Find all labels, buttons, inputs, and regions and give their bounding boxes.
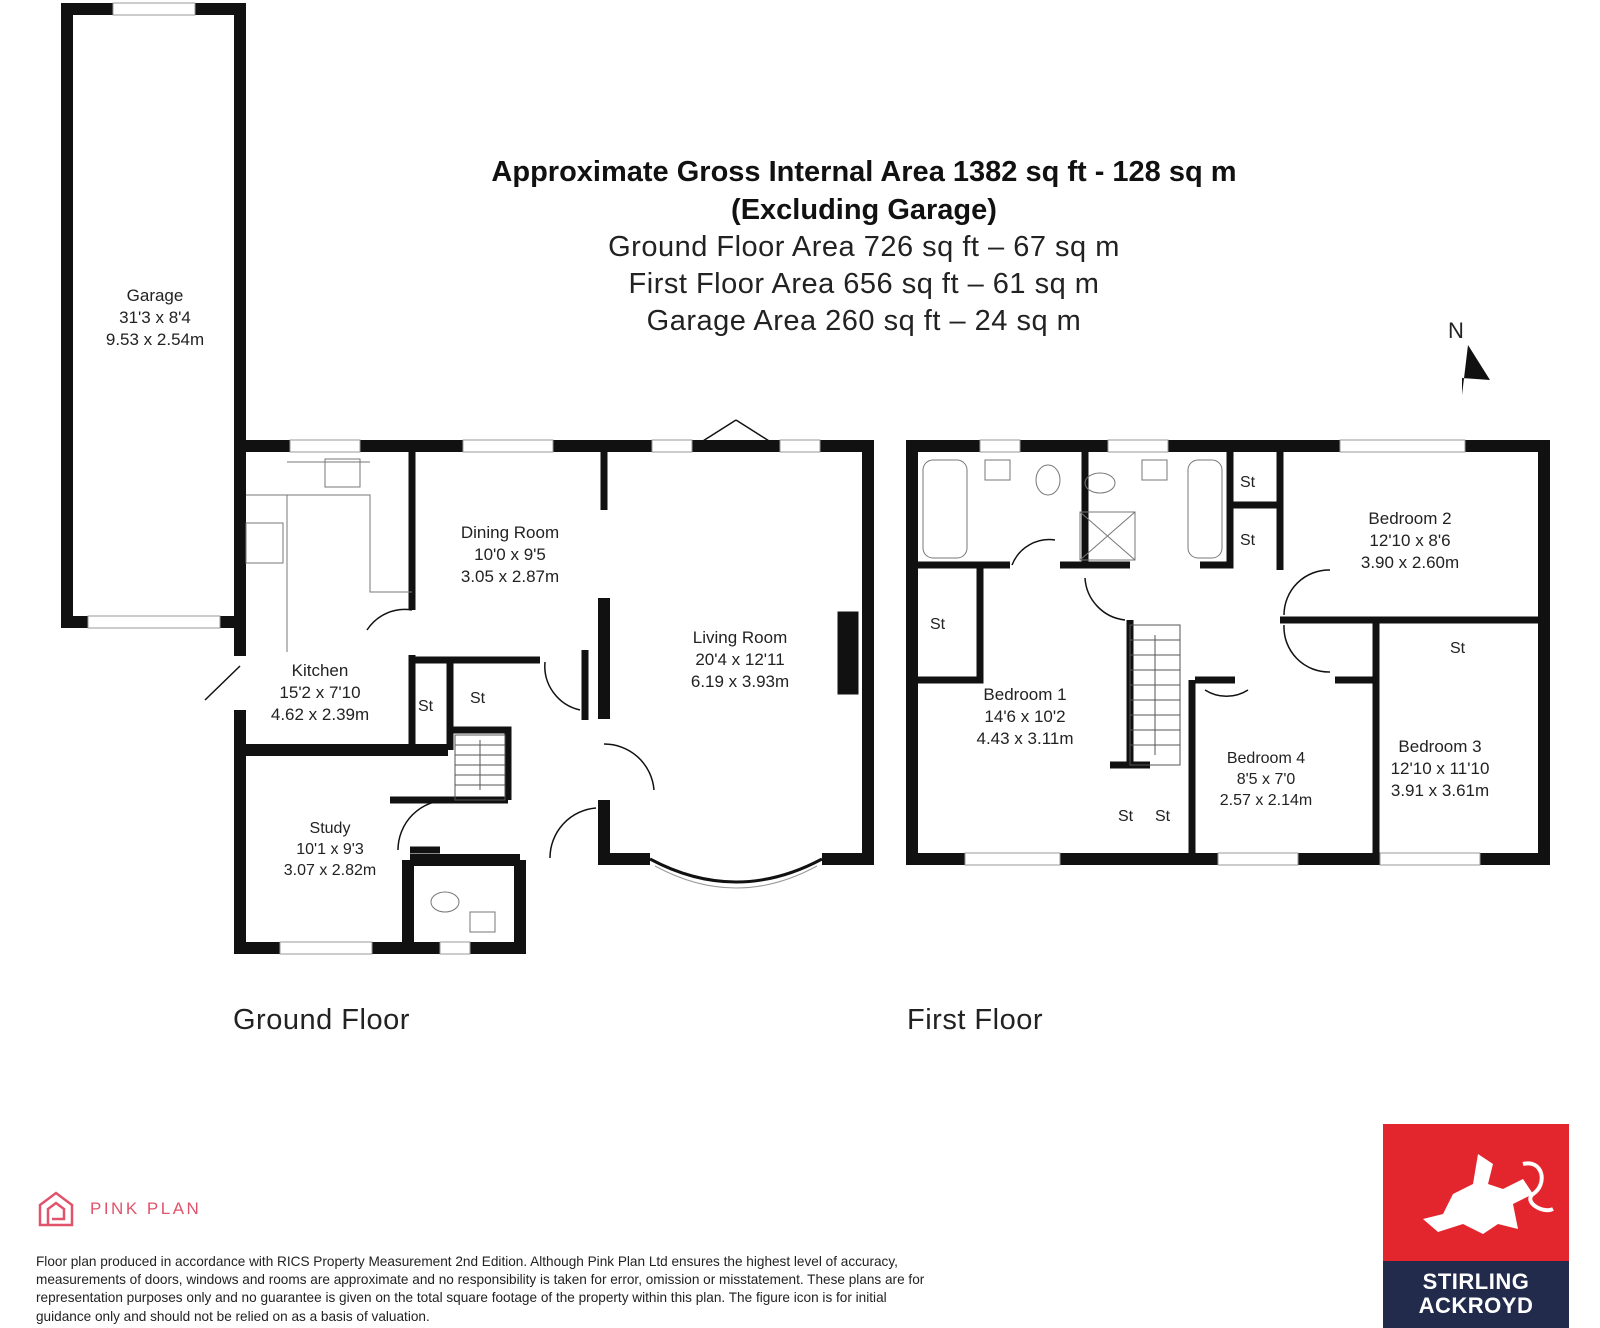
door-swing-bed1 (1012, 540, 1055, 565)
logo-text-line1: STIRLING (1422, 1269, 1530, 1294)
first-window-2 (1108, 440, 1168, 452)
room-label-bedroom4 (1196, 748, 1336, 811)
storage-label-kitchen: St (418, 698, 434, 715)
room-label-kitchen (250, 660, 390, 726)
living-fireplace (838, 612, 858, 694)
study-window (280, 942, 372, 954)
area-title: Approximate Gross Internal Area 1382 sq ft - 128 sq m (491, 156, 1237, 188)
door-swing-study (398, 800, 448, 850)
room-metric: 3.07 x 2.82m (283, 862, 377, 879)
kitchen-sink (325, 459, 360, 487)
room-name: Study (309, 820, 351, 837)
door-swing-kitchen (205, 666, 240, 700)
room-name: Garage (126, 286, 184, 305)
door-swing-bed3 (1284, 625, 1330, 672)
storage-label-bed3: St (1450, 640, 1466, 657)
room-name: Bedroom 4 (1226, 750, 1306, 767)
room-imperial: 10'1 x 9'3 (296, 841, 364, 858)
room-name: Dining Room (460, 523, 560, 542)
room-label-bedroom1 (955, 684, 1095, 750)
room-metric: 3.90 x 2.60m (1360, 553, 1460, 572)
pinkplan-text: PINK PLAN (90, 1199, 202, 1218)
room-imperial: 20'4 x 12'11 (695, 650, 785, 669)
floor-label-first: First Floor (907, 1004, 1043, 1036)
kitchen-hob (246, 523, 283, 563)
floor-label-ground: Ground Floor (233, 1004, 410, 1036)
room-imperial: 31'3 x 8'4 (119, 308, 191, 327)
toilet-left (1036, 465, 1060, 495)
storage-label-hall: St (470, 690, 486, 707)
compass-arrow (1462, 345, 1490, 395)
room-label-living (670, 627, 810, 693)
ground-floor-area: Ground Floor Area 726 sq ft – 67 sq m (608, 231, 1120, 263)
area-subtitle: (Excluding Garage) (731, 194, 997, 226)
living-window-left (652, 440, 692, 452)
door-swing-front (550, 808, 596, 858)
first-window-3 (1340, 440, 1465, 452)
room-metric: 9.53 x 2.54m (105, 330, 205, 349)
toilet-right (1085, 473, 1115, 493)
room-label-garage (90, 285, 220, 351)
basin-right (1142, 460, 1167, 480)
room-label-dining (440, 522, 580, 588)
stirling-ackroyd-logo (1383, 1124, 1569, 1328)
compass-label: N (1448, 318, 1464, 343)
room-imperial: 15'2 x 7'10 (279, 683, 361, 702)
wc-window (440, 942, 470, 954)
room-name: Bedroom 2 (1368, 509, 1452, 528)
first-floor-area: First Floor Area 656 sq ft – 61 sq m (628, 268, 1100, 300)
room-imperial: 12'10 x 8'6 (1369, 531, 1451, 550)
kitchen-counter (246, 462, 412, 652)
room-name: Kitchen (291, 661, 349, 680)
bath-right (1188, 460, 1222, 558)
door-swing-living (604, 744, 654, 790)
door-swing-bed2 (1284, 570, 1330, 615)
door-swing-dining (367, 609, 412, 630)
room-imperial: 8'5 x 7'0 (1236, 771, 1296, 788)
storage-label-top2: St (1240, 532, 1256, 549)
room-imperial: 10'0 x 9'5 (474, 545, 546, 564)
storage-label-landing1: St (1118, 808, 1134, 825)
first-window-5 (1218, 853, 1298, 865)
room-metric: 3.91 x 3.61m (1390, 781, 1490, 800)
room-name: Bedroom 3 (1398, 737, 1482, 756)
logo-red-panel (1383, 1124, 1569, 1261)
room-label-bedroom2 (1340, 508, 1480, 574)
disclaimer: Floor plan produced in accordance with RICS Property Measurement 2nd Edition. Although Pink Plan Ltd ensures the highest level of accuracy, measurements of doors, windows and rooms are approximate and no responsibility is taken for error, omission or misstatement. These plans are for representation purposes only and no guarantee is given on the total square footage of the property within this plan. The figure icon is for initial guidance only and should not be relied on as a basis of valuation. (36, 1254, 925, 1324)
pinkplan-brand (36, 1189, 201, 1229)
room-imperial: 12'10 x 11'10 (1390, 759, 1490, 778)
room-imperial: 14'6 x 10'2 (984, 707, 1066, 726)
door-swing-bed4 (1205, 690, 1248, 696)
first-window-6 (1380, 853, 1480, 865)
room-metric: 4.62 x 2.39m (270, 705, 370, 724)
kitchen-window (290, 440, 360, 452)
first-window-1 (980, 440, 1020, 452)
garage-window-bottom (88, 616, 220, 628)
pinkplan-house-icon (36, 1189, 76, 1229)
room-metric: 4.43 x 3.11m (976, 729, 1074, 748)
ground-basin (470, 912, 495, 932)
door-swing-hall (545, 662, 580, 710)
storage-label-bed1: St (930, 616, 946, 633)
garage-area: Garage Area 260 sq ft – 24 sq m (646, 305, 1082, 337)
ground-internal-walls (390, 452, 604, 850)
room-name: Living Room (692, 628, 788, 647)
living-window-right (780, 440, 820, 452)
first-window-4 (965, 853, 1060, 865)
room-name: Bedroom 1 (983, 685, 1067, 704)
storage-label-top1: St (1240, 474, 1256, 491)
logo-text-line2: ACKROYD (1418, 1293, 1534, 1318)
garage-window-top (113, 3, 195, 15)
storage-label-landing2: St (1155, 808, 1171, 825)
logo-navy-panel (1383, 1261, 1569, 1328)
room-metric: 2.57 x 2.14m (1219, 792, 1313, 809)
bath-left (923, 460, 967, 558)
door-swing-bath (1085, 578, 1125, 620)
room-metric: 3.05 x 2.87m (460, 567, 560, 586)
room-label-bedroom3 (1370, 736, 1510, 802)
living-bay-window (650, 859, 822, 882)
dining-window (463, 440, 553, 452)
griffin-icon (1383, 1124, 1569, 1261)
basin-left (985, 460, 1010, 480)
room-metric: 6.19 x 3.93m (690, 672, 790, 691)
room-label-study (260, 818, 400, 881)
ground-toilet (431, 892, 459, 912)
